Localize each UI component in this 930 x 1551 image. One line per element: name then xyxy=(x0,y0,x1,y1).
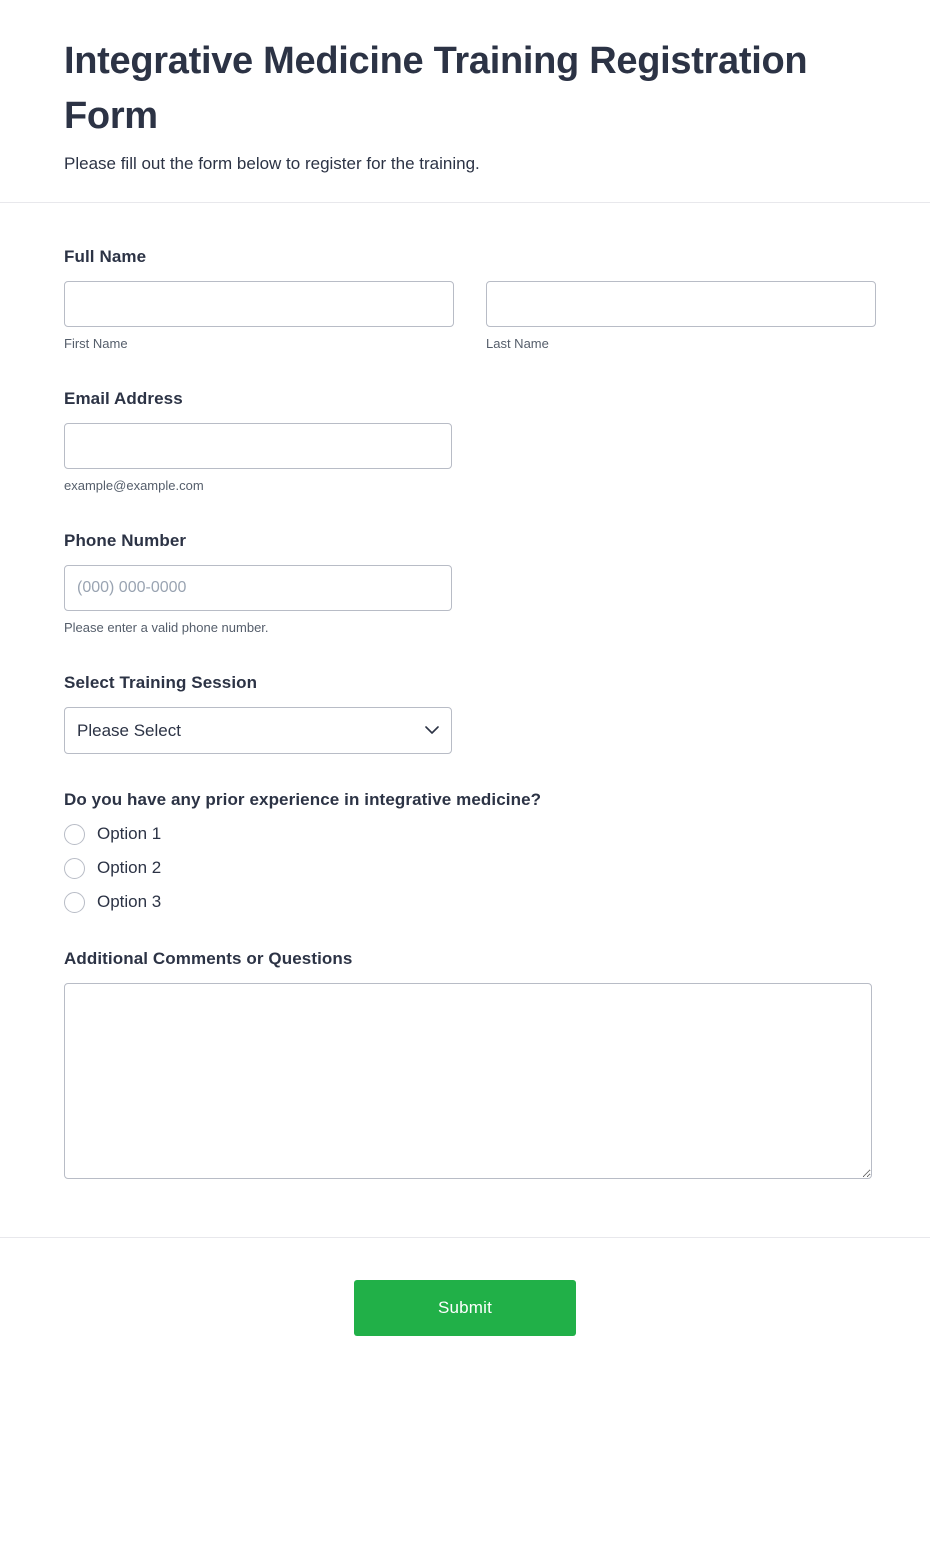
first-name-sublabel: First Name xyxy=(64,335,128,351)
radio-option-2-label: Option 2 xyxy=(97,858,162,878)
submit-button[interactable]: Submit xyxy=(354,1280,576,1336)
form-header xyxy=(0,0,930,203)
first-name-input[interactable] xyxy=(64,281,454,327)
field-training-session xyxy=(64,673,866,754)
radio-icon[interactable] xyxy=(64,858,85,879)
radio-option-1[interactable] xyxy=(64,824,866,845)
field-prior-experience xyxy=(64,790,866,913)
page-title: Integrative Medicine Training Registration Form xyxy=(64,40,808,138)
form-body xyxy=(0,203,930,1237)
phone-input[interactable] xyxy=(64,565,452,611)
form-subtitle: Please fill out the form below to register for the training. xyxy=(64,154,480,174)
phone-label: Phone Number xyxy=(64,530,187,550)
radio-option-3-label: Option 3 xyxy=(97,892,162,912)
radio-icon[interactable] xyxy=(64,824,85,845)
full-name-label: Full Name xyxy=(64,246,147,266)
last-name-sublabel: Last Name xyxy=(486,335,549,351)
field-email xyxy=(64,389,866,495)
first-name-group xyxy=(64,281,454,353)
comments-label: Additional Comments or Questions xyxy=(64,948,353,968)
field-full-name xyxy=(64,247,866,353)
training-session-select[interactable] xyxy=(64,707,452,754)
full-name-row xyxy=(64,281,866,353)
radio-option-3[interactable] xyxy=(64,892,866,913)
email-label: Email Address xyxy=(64,388,183,408)
radio-icon[interactable] xyxy=(64,892,85,913)
field-comments xyxy=(64,949,866,1179)
radio-option-1-label: Option 1 xyxy=(97,824,162,844)
training-session-label: Select Training Session xyxy=(64,672,258,692)
email-input[interactable] xyxy=(64,423,452,469)
comments-textarea[interactable] xyxy=(64,983,872,1179)
radio-option-2[interactable] xyxy=(64,858,866,879)
last-name-input[interactable] xyxy=(486,281,876,327)
phone-sublabel: Please enter a valid phone number. xyxy=(64,619,269,635)
form-footer xyxy=(0,1237,930,1386)
last-name-group xyxy=(486,281,876,353)
field-phone xyxy=(64,531,866,637)
email-sublabel: example@example.com xyxy=(64,477,204,493)
prior-experience-label: Do you have any prior experience in integrative medicine? xyxy=(64,789,542,809)
training-session-select-wrap xyxy=(64,707,452,754)
